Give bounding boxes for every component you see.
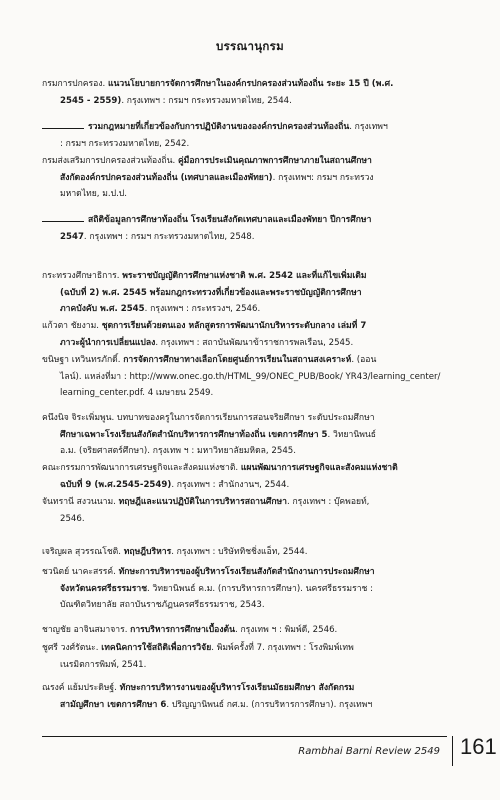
reference-line <box>42 335 474 352</box>
reference-text: กระทรวงศึกษาธิการ. <box>42 271 123 281</box>
reference-line <box>42 76 474 93</box>
page-title: บรรณานุกรม <box>215 39 285 53</box>
reference-text: . กรุงเทพฯ : กรมฯ กระทรวงมหาดไทย, 2544. <box>121 95 292 106</box>
reference-text: กรมการปกครอง. <box>42 79 108 89</box>
reference-entry <box>42 153 474 203</box>
reference-line <box>42 410 474 427</box>
reference-line <box>42 657 474 674</box>
reference-entry <box>42 544 474 561</box>
reference-line <box>42 119 474 136</box>
reference-text: คนึงนิจ จิระเพิ่มพูน. บทบาทของครูในการจัดการเรียนการสอนจริยศึกษา ระดับประถมศึกษา <box>42 413 375 423</box>
reference-title: ทักษะการบริหารงานของผู้บริหารโรงเรียนมัธยมศึกษา สังกัดกรม <box>119 683 355 693</box>
reference-line <box>42 186 474 203</box>
reference-entry <box>42 268 474 318</box>
reference-entry <box>42 76 474 109</box>
reference-text: 2546. <box>60 513 85 524</box>
reference-title: 2547 <box>60 231 84 242</box>
author-repeat-dash <box>42 119 84 129</box>
reference-text: เนรมิตการพิมพ์, 2541. <box>60 659 147 670</box>
reference-title: สถิติข้อมูลการศึกษาท้องถิ่น โรงเรียนสังกัดเทศบาลและเมืองพัทยา ปีการศึกษา <box>88 215 372 225</box>
reference-text: กรมส่งเสริมการปกครองส่วนท้องถิ่น. <box>42 156 178 166</box>
reference-text: : กรมฯ กระทรวงมหาดไทย, 2542. <box>60 138 190 149</box>
reference-line <box>42 229 474 246</box>
reference-line <box>42 443 474 460</box>
reference-title: ฉบับที่ 9 (พ.ศ.2545-2549) <box>60 479 172 490</box>
reference-line <box>42 93 474 110</box>
reference-line <box>42 460 474 477</box>
reference-text: บัณฑิตวิทยาลัย สถาบันราชภัฏนครศรีธรรมราช, 2543. <box>60 600 265 610</box>
reference-text: . กรุงเทพ ฯ : พิมพ์ดี, 2546. <box>234 625 338 635</box>
reference-text: . ปริญญานิพนธ์ กศ.ม. (การบริหารการศึกษา). กรุงเทพฯ <box>166 699 373 710</box>
reference-text: เจริญผล สุวรรณโชติ. <box>42 547 124 557</box>
reference-text: . กรุงเทพฯ : สถาบันพัฒนาข้าราชการพลเรือน, 2545. <box>155 337 354 348</box>
reference-text: ชวนิตย์ นาคะสรรค์. <box>42 567 119 577</box>
reference-line <box>42 564 474 581</box>
reference-title: ทฤษฎีบริหาร <box>123 547 172 557</box>
reference-text: . วิทยานิพนธ์ <box>327 429 377 440</box>
reference-title: ทฤษฎีและแนวปฏิบัติในการบริหารสถานศึกษา <box>118 497 288 507</box>
reference-text: . กรุงเทพฯ : กรมฯ กระทรวงมหาดไทย, 2548. <box>83 231 255 242</box>
reference-line <box>42 301 474 318</box>
reference-text: . กรุงเทพฯ <box>349 122 388 132</box>
reference-line <box>42 622 474 639</box>
reference-title: เทคนิคการใช้สถิติเพื่อการวิจัย <box>101 643 212 653</box>
reference-line <box>42 680 474 697</box>
reference-line <box>42 170 474 187</box>
reference-text: . กรุงเทพฯ : บริษัททิชชิ่งแอ็ท, 2544. <box>171 547 308 557</box>
reference-text: จันทรานี สงวนนาม. <box>42 497 119 507</box>
reference-text: . กรุงเทพฯ : สำนักงานฯ, 2544. <box>171 479 290 490</box>
reference-line <box>42 697 474 714</box>
reference-title: ภาวะผู้นำการเปลี่ยนแปลง <box>60 337 156 348</box>
page-number: 161 <box>460 734 497 759</box>
reference-line <box>42 285 474 302</box>
reference-line <box>42 544 474 561</box>
reference-line <box>42 153 474 170</box>
reference-text: learning_center.pdf. 4 เมษายน 2549. <box>60 388 214 398</box>
reference-title: พระราชบัญญัติการศึกษาแห่งชาติ พ.ศ. 2542 และที่แก้ไขเพิ่มเติม <box>122 271 367 281</box>
reference-line <box>42 477 474 494</box>
reference-title: สังกัดองค์กรปกครองส่วนท้องถิ่น (เทศบาลและเมืองพัทยา) <box>60 172 273 183</box>
reference-text: มหาดไทย, ม.ป.ป. <box>60 189 127 199</box>
reference-text: อ.ม. (จริยศาสตร์ศึกษา). กรุงเทพ ฯ : มหาวิทยาลัยมหิดล, 2545. <box>60 446 296 456</box>
reference-text: ขนิษฐา เหวินทรภักดิ์. <box>42 355 124 365</box>
reference-line <box>42 352 474 369</box>
reference-entry <box>42 460 474 493</box>
reference-text: แก้วตา ชัยงาม. <box>42 321 102 331</box>
reference-title: คู่มือการประเมินคุณภาพการศึกษาภายในสถานศึกษา <box>177 156 372 166</box>
reference-text: ณรงค์ แย้มประดิษฐ์. <box>42 683 120 693</box>
reference-line <box>42 581 474 598</box>
reference-text: . กรุงเทพฯ : กระทรวงฯ, 2546. <box>144 304 261 314</box>
reference-entry <box>42 622 474 639</box>
reference-entry <box>42 410 474 460</box>
reference-title: ภาคบังคับ พ.ศ. 2545 <box>60 304 145 314</box>
reference-entry <box>42 212 474 245</box>
reference-text: . พิมพ์ครั้งที่ 7. กรุงเทพฯ : โรงพิมพ์เทพ <box>211 643 354 653</box>
reference-title: (ฉบับที่ 2) พ.ศ. 2545 พร้อมกฎกระทรวงที่เกี่ยวข้องและพระราชบัญญัติการศึกษา <box>60 287 362 298</box>
reference-line <box>42 318 474 335</box>
reference-title: แผนพัฒนาการเศรษฐกิจและสังคมแห่งชาติ <box>240 463 398 473</box>
reference-line <box>42 597 474 614</box>
reference-text: คณะกรรมการพัฒนาการเศรษฐกิจและสังคมแห่งชาติ. <box>42 463 241 473</box>
reference-title: ชุดการเรียนด้วยตนเอง หลักสูตรการพัฒนานักบริหารระดับกลาง เล่มที่ 7 <box>101 321 367 331</box>
reference-entry <box>42 640 474 673</box>
reference-title: จังหวัดนครศรีธรรมราช <box>60 583 148 594</box>
footer-rule <box>42 736 447 737</box>
reference-entry <box>42 119 474 152</box>
reference-line <box>42 511 474 528</box>
reference-line <box>42 640 474 657</box>
reference-title: การจัดการศึกษาทางเลือกโดยศูนย์การเรียนในสถานสงเคราะห์ <box>123 355 352 365</box>
author-repeat-dash <box>42 212 84 222</box>
reference-line <box>42 494 474 511</box>
footer-divider <box>452 736 453 766</box>
reference-text: ไลน์). แหล่งที่มา : http://www.onec.go.th/HTML_99/ONEC_PUB/Book/ YR43/learning_center/ <box>60 371 441 382</box>
reference-text: . กรุงเทพฯ: กรมฯ กระทรวง <box>272 172 374 183</box>
reference-line <box>42 369 474 386</box>
reference-entry <box>42 318 474 351</box>
reference-text: . (ออน <box>351 355 377 365</box>
reference-title: 2545 - 2559) <box>60 95 122 106</box>
reference-text: ชาญชัย อาจินสมาจาร. <box>42 625 131 635</box>
reference-line <box>42 385 474 402</box>
reference-text: . กรุงเทพฯ : บุ๊คพอยท์, <box>287 497 370 507</box>
reference-text: . วิทยานิพนธ์ ค.ม. (การบริหารการศึกษา). นครศรีธรรมราช : <box>147 583 373 594</box>
reference-line <box>42 268 474 285</box>
reference-title: รวมกฎหมายที่เกี่ยวข้องกับการปฏิบัติงานขององค์กรปกครองส่วนท้องถิ่น <box>88 122 350 132</box>
reference-title: สามัญศึกษา เขตการศึกษา 6 <box>60 699 167 710</box>
reference-title: แนวนโยบายการจัดการศึกษาในองค์กรปกครองส่วนท้องถิ่น ระยะ 15 ปี (พ.ศ. <box>107 79 394 89</box>
reference-line <box>42 212 474 229</box>
reference-title: ทักษะการบริหารของผู้บริหารโรงเรียนสังกัดสำนักงานการประถมศึกษา <box>118 567 375 577</box>
reference-entry <box>42 352 474 402</box>
reference-title: การบริหารการศึกษาเบื้องต้น <box>130 625 235 635</box>
reference-title: ศึกษาเฉพาะโรงเรียนสังกัดสำนักบริหารการศึกษาท้องถิ่น เขตการศึกษา 5 <box>60 429 328 440</box>
reference-entry <box>42 680 474 713</box>
reference-text: ชูศรี วงศ์รัตนะ. <box>42 643 102 653</box>
reference-entry <box>42 494 474 527</box>
reference-line <box>42 427 474 444</box>
journal-name: Rambhai Barni Review 2549 <box>298 746 440 757</box>
reference-line <box>42 136 474 153</box>
reference-entry <box>42 564 474 614</box>
